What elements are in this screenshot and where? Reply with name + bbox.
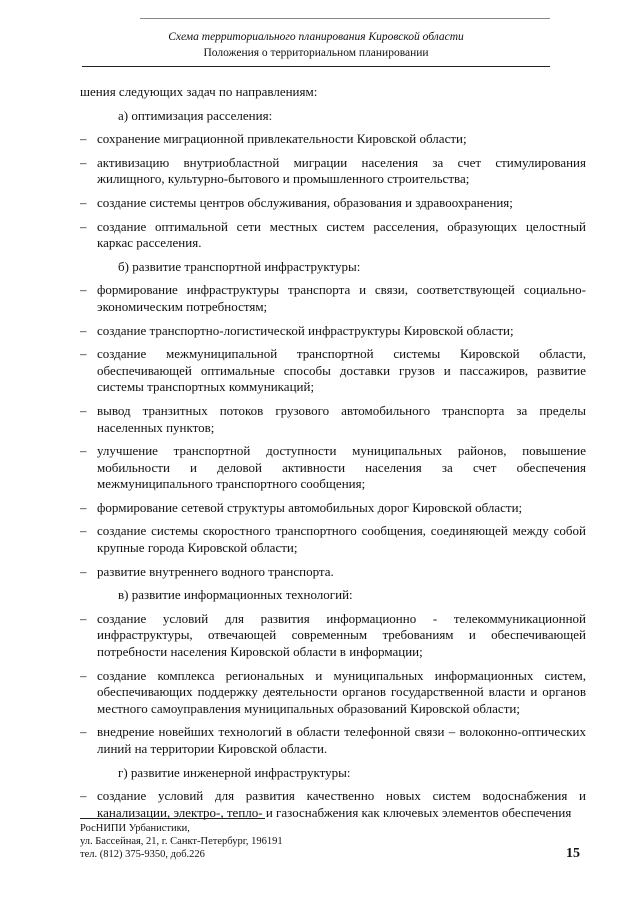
dash-marker: –	[80, 610, 87, 626]
footnote-address: ул. Бассейная, 21, г. Санкт-Петербург, 196191	[80, 836, 283, 847]
list-item: – сохранение миграционной привлекательности Кировской области;	[80, 131, 467, 147]
section-heading-it: в) развитие информационных технологий:	[118, 587, 353, 603]
dash-marker: –	[80, 322, 87, 338]
footnote	[80, 822, 283, 861]
header-rule	[82, 66, 550, 67]
list-item: – вывод транзитных потоков грузового автомобильного транспорта за пределы населенных пунктов;	[80, 402, 586, 435]
dash-marker: –	[80, 282, 87, 298]
list-item: – улучшение транспортной доступности муниципальных районов, повышение мобильности и деловой активности населения за счет обеспечения межмуниципального транспортного сообщения;	[80, 443, 586, 492]
list-item: – создание условий для развития информационно - телекоммуникационной инфраструктуры, отвечающей современным требованиям и обеспечивающей потребности населения Кировской области в информации;	[80, 610, 586, 660]
dash-marker: –	[80, 788, 87, 804]
header-title: Схема территориального планирования Кировской области	[168, 31, 464, 43]
list-item: – создание транспортно-логистической инфраструктуры Кировской области;	[80, 322, 514, 338]
list-item: – создание системы скоростного транспортного сообщения, соединяющей между собой крупные города Кировской области;	[80, 523, 586, 556]
section-heading-transport: б) развитие транспортной инфраструктуры:	[118, 258, 361, 274]
dash-marker: –	[80, 131, 87, 147]
list-item: – создание межмуниципальной транспортной системы Кировской области, обеспечивающей оптимальные способы доставки грузов и пассажиров, развитие системы транспортных коммуникаций;	[80, 346, 586, 395]
dash-marker: –	[80, 194, 87, 210]
page-body	[80, 84, 586, 828]
list-item: – создание оптимальной сети местных систем расселения, образующих целостный каркас расселения.	[80, 218, 586, 251]
page-header	[82, 20, 550, 67]
header-subtitle: Положения о территориальном планировании	[203, 47, 429, 59]
list-item: – создание условий для развития качественно новых систем водоснабжения и канализации, электро-, тепло- и газоснабжения как ключевых элементов обеспечения	[80, 788, 586, 820]
dash-marker: –	[80, 154, 87, 170]
list-item: – внедрение новейших технологий в области телефонной связи – волоконно-оптических линий на территории Кировской области.	[80, 724, 586, 756]
dash-marker: –	[80, 346, 87, 362]
page-number: 15	[566, 846, 580, 861]
intro-text: шения следующих задач по направлениям:	[80, 84, 318, 99]
footnote-phone: тел. (812) 375-9350, доб.226	[80, 849, 205, 860]
dash-marker: –	[80, 443, 87, 459]
header-top-line	[140, 18, 550, 19]
footnote-org: РосНИПИ Урбанистики,	[80, 823, 190, 834]
list-item: – создание системы центров обслуживания, образования и здравоохранения;	[80, 194, 513, 210]
dash-marker: –	[80, 523, 87, 539]
section-heading-resettlement: а) оптимизация расселения:	[118, 107, 273, 123]
footnote-rule	[80, 818, 265, 819]
dash-marker: –	[80, 667, 87, 683]
dash-marker: –	[80, 499, 87, 515]
list-item: – создание комплекса региональных и муниципальных информационных систем, обеспечивающих поддержку деятельности органов государственной власти и органов местного самоуправления муниципальных образований Кировской области;	[80, 667, 586, 716]
dash-marker: –	[80, 402, 87, 418]
section-heading-engineering: г) развитие инженерной инфраструктуры:	[118, 764, 351, 780]
dash-marker: –	[80, 724, 87, 740]
list-item: – формирование инфраструктуры транспорта и связи, соответствующей социально-экономическим потребностям;	[80, 282, 586, 314]
dash-marker: –	[80, 218, 87, 234]
list-item: – активизацию внутриобластной миграции населения за счет стимулирования жилищного, культурно-бытового и промышленного строительства;	[80, 154, 586, 187]
list-item: – формирование сетевой структуры автомобильных дорог Кировской области;	[80, 499, 523, 515]
dash-marker: –	[80, 563, 87, 579]
list-item: – развитие внутреннего водного транспорта.	[80, 563, 334, 579]
